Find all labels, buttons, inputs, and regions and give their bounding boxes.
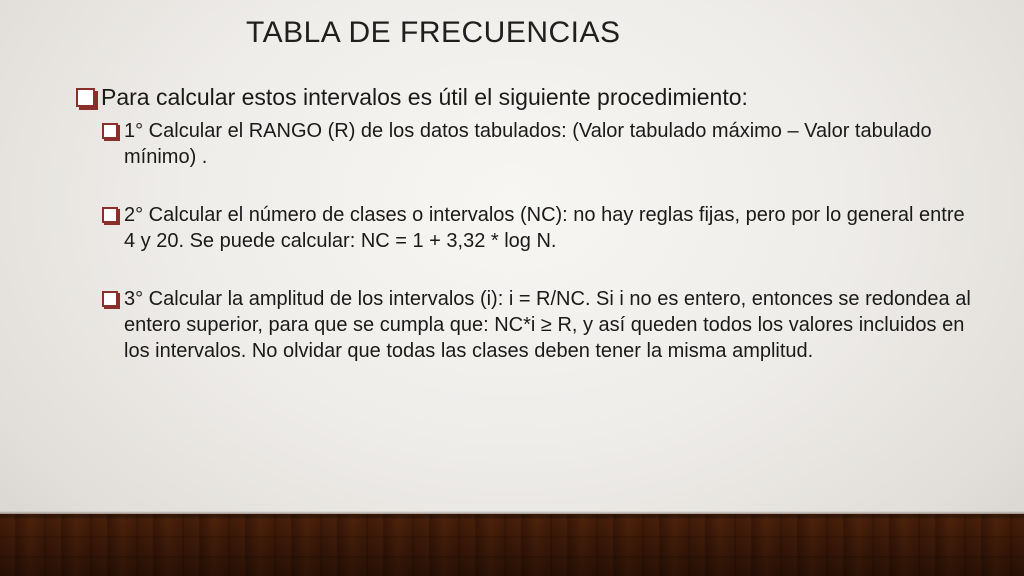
wooden-floor <box>0 514 1024 576</box>
checkbox-bullet-icon <box>76 88 95 107</box>
step-item-2 <box>102 202 976 254</box>
step-item-3 <box>102 286 976 364</box>
step-text-3: 3° Calcular la amplitud de los intervalos (i): i = R/NC. Si i no es entero, entonces se redondea al entero superior, para que se cumpla que: NC*i ≥ R, y así queden todos los valores incluidos en los intervalos. No olvidar que todas las clases deben tener la misma amplitud. <box>124 288 971 362</box>
step-item-1 <box>102 118 976 170</box>
checkbox-bullet-icon <box>102 123 118 139</box>
checkbox-bullet-icon <box>102 207 118 223</box>
slide-title: TABLA DE FRECUENCIAS <box>246 16 621 49</box>
step-text-1: 1° Calcular el RANGO (R) de los datos tabulados: (Valor tabulado máximo – Valor tabulado mínimo) . <box>124 120 932 168</box>
step-text-2: 2° Calcular el número de clases o intervalos (NC): no hay reglas fijas, pero por lo general entre 4 y 20. Se puede calcular: NC = 1 + 3,32 * log N. <box>124 204 965 252</box>
intro-bullet <box>76 82 976 112</box>
slide-content <box>76 82 976 396</box>
intro-bullet-text: Para calcular estos intervalos es útil el siguiente procedimiento: <box>101 84 748 110</box>
checkbox-bullet-icon <box>102 291 118 307</box>
steps-list <box>102 118 976 364</box>
